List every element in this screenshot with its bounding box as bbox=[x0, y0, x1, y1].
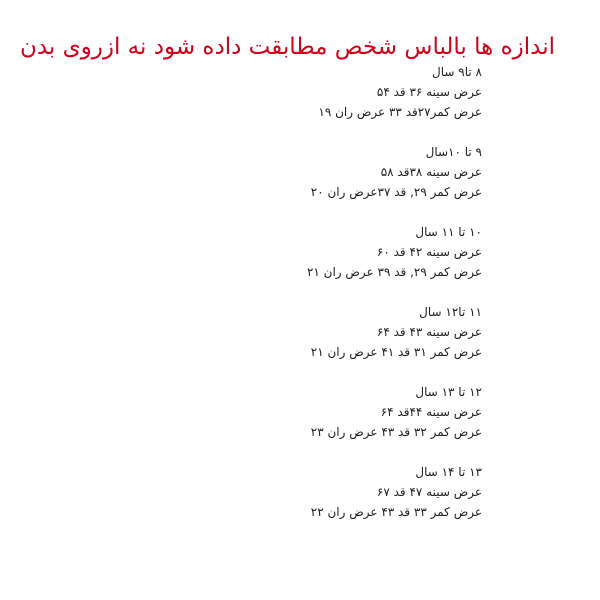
size-groups-list bbox=[300, 62, 482, 542]
waist-length-thigh-measurements: عرض کمر ۲۹, قد ۳۹ عرض ران ۲۱ bbox=[306, 265, 482, 279]
size-group-10-11 bbox=[300, 222, 482, 282]
waist-length-thigh-measurements: عرض کمر ۳۳ قد ۴۳ عرض ران ۲۲ bbox=[310, 505, 482, 519]
waist-length-thigh-measurements: عرض کمر۲۷قد ۳۳ عرض ران ۱۹ bbox=[318, 105, 482, 119]
chest-length-measurements: عرض سینه ۳۸قد ۵۸ bbox=[380, 165, 482, 179]
chest-length-measurements: عرض سینه ۴۲ قد ۶۰ bbox=[376, 245, 482, 259]
age-range: ۱۲ تا ۱۳ سال bbox=[415, 385, 482, 399]
waist-length-thigh-measurements: عرض کمر ۳۲ قد ۴۳ عرض ران ۲۳ bbox=[310, 425, 482, 439]
age-range: ۱۳ تا ۱۴ سال bbox=[415, 465, 482, 479]
page-title: اندازه ها بالباس شخص مطابقت داده شود نه ازروی بدن bbox=[19, 34, 555, 60]
chest-length-measurements: عرض سینه ۳۶ قد ۵۴ bbox=[376, 85, 482, 99]
waist-length-thigh-measurements: عرض کمر ۳۱ قد ۴۱ عرض ران ۲۱ bbox=[310, 345, 482, 359]
age-range: ۱۱ تا۱۲ سال bbox=[419, 305, 482, 319]
waist-length-thigh-measurements: عرض کمر ۲۹, قد ۳۷عرض ران ۲۰ bbox=[310, 185, 482, 199]
age-range: ۸ تا۹ سال bbox=[432, 65, 482, 79]
size-group-13-14 bbox=[300, 462, 482, 522]
chest-length-measurements: عرض سینه ۴۷ قد ۶۷ bbox=[376, 485, 482, 499]
age-range: ۱۰ تا ۱۱ سال bbox=[415, 225, 482, 239]
age-range: ۹ تا ۱۰سال bbox=[425, 145, 482, 159]
size-group-9-10 bbox=[300, 142, 482, 202]
size-group-8-9 bbox=[300, 62, 482, 122]
chest-length-measurements: عرض سینه ۴۳ قد ۶۴ bbox=[376, 325, 482, 339]
chest-length-measurements: عرض سینه ۴۴قد ۶۴ bbox=[380, 405, 482, 419]
size-group-12-13 bbox=[300, 382, 482, 442]
size-group-11-12 bbox=[300, 302, 482, 362]
